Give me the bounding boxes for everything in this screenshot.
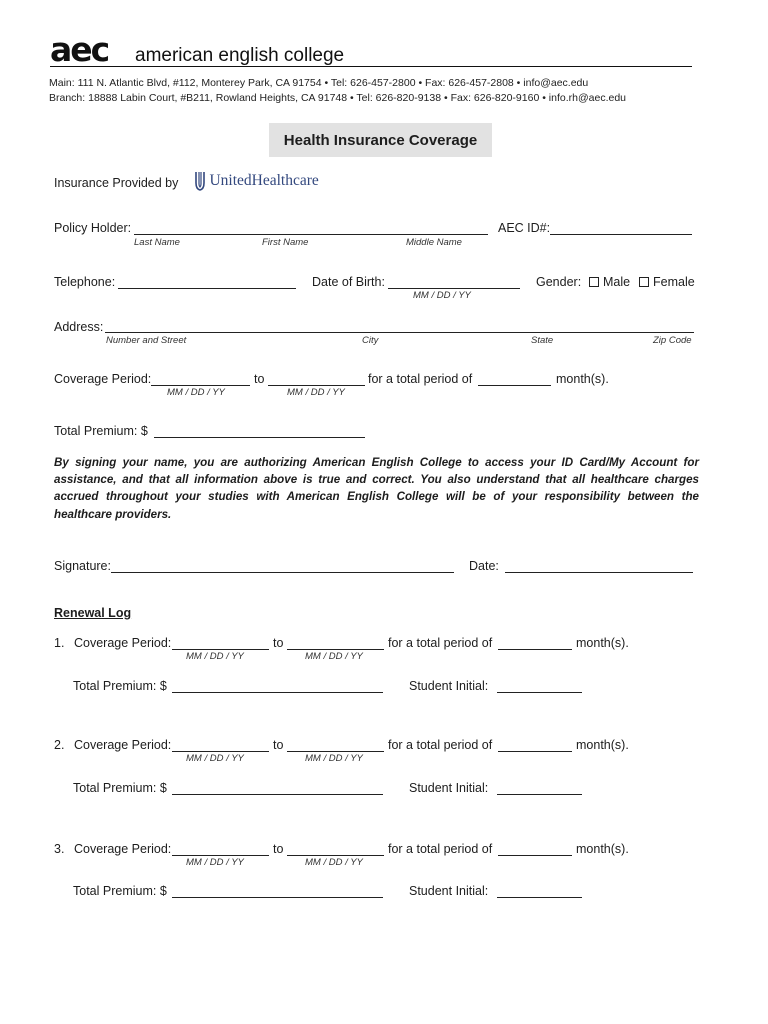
renewal-start-hint: MM / DD / YY	[186, 857, 244, 868]
student-initial-field[interactable]	[497, 692, 582, 693]
student-initial-field[interactable]	[497, 897, 582, 898]
renewal-start-hint: MM / DD / YY	[186, 753, 244, 764]
total-premium-label: Total Premium: $	[54, 424, 148, 438]
renewal-start-field[interactable]	[172, 649, 269, 650]
renewal-coverage-label: Coverage Period:	[74, 842, 172, 856]
first-name-hint: First Name	[262, 237, 309, 248]
renewal-end-hint: MM / DD / YY	[305, 753, 363, 764]
renewal-to-label: to	[273, 636, 284, 650]
renewal-months-label: month(s).	[576, 636, 629, 650]
city-hint: City	[362, 335, 379, 346]
insurer-name: UnitedHealthcare	[209, 172, 319, 190]
coverage-end-field[interactable]	[268, 385, 365, 386]
renewal-coverage-label: Coverage Period:	[74, 636, 172, 650]
female-checkbox[interactable]	[639, 277, 649, 287]
gender-label: Gender:	[536, 275, 582, 289]
coverage-end-hint: MM / DD / YY	[287, 387, 345, 398]
renewal-start-field[interactable]	[172, 855, 269, 856]
male-label: Male	[603, 275, 631, 289]
renewal-total-period-field[interactable]	[498, 855, 572, 856]
signature-label: Signature:	[54, 559, 111, 573]
dob-hint: MM / DD / YY	[413, 290, 471, 301]
signature-field[interactable]	[111, 572, 454, 573]
middle-name-hint: Middle Name	[406, 237, 462, 248]
renewal-total-period-field[interactable]	[498, 751, 572, 752]
total-period-label: for a total period of	[368, 372, 473, 386]
student-initial-label: Student Initial:	[409, 679, 489, 693]
policy-holder-label: Policy Holder:	[54, 221, 132, 235]
header-rule	[50, 66, 692, 67]
total-premium-field[interactable]	[154, 437, 365, 438]
coverage-period-label: Coverage Period:	[54, 372, 152, 386]
address-field[interactable]	[105, 332, 694, 333]
unitedhealthcare-logo	[195, 171, 319, 191]
renewal-total-period-label: for a total period of	[388, 842, 493, 856]
renewal-end-field[interactable]	[287, 855, 384, 856]
student-initial-field[interactable]	[497, 794, 582, 795]
date-label: Date:	[469, 559, 499, 573]
coverage-to-label: to	[254, 372, 265, 386]
renewal-total-period-label: for a total period of	[388, 738, 493, 752]
renewal-end-field[interactable]	[287, 751, 384, 752]
main-address: Main: 111 N. Atlantic Blvd, #112, Monterey Park, CA 91754 • Tel: 626-457-2800 • Fax: 626-457-2808 • info@aec.edu	[49, 77, 589, 89]
zip-hint: Zip Code	[653, 335, 692, 346]
renewal-months-label: month(s).	[576, 842, 629, 856]
policy-holder-field[interactable]	[134, 234, 488, 235]
college-name: american english college	[135, 45, 345, 66]
dob-field[interactable]	[388, 288, 520, 289]
authorization-disclaimer: By signing your name, you are authorizing American English College to access your ID Card/My Account for assistance, and that all information above is true and correct. You also understand that all healthcare charges accrued throughout your studies with American English College will be of your responsibility between the healthcare providers.	[54, 456, 699, 521]
renewal-end-hint: MM / DD / YY	[305, 857, 363, 868]
renewal-premium-label: Total Premium: $	[73, 884, 167, 898]
renewal-end-hint: MM / DD / YY	[305, 651, 363, 662]
branch-address: Branch: 18888 Labin Court, #B211, Rowland Heights, CA 91748 • Tel: 626-820-9138 • Fax: 626-820-9160 • info.rh@aec.edu	[49, 92, 627, 104]
renewal-number: 1.	[54, 636, 65, 650]
student-initial-label: Student Initial:	[409, 884, 489, 898]
renewal-premium-label: Total Premium: $	[73, 781, 167, 795]
uhc-shield-icon	[195, 171, 205, 191]
renewal-to-label: to	[273, 842, 284, 856]
male-checkbox[interactable]	[589, 277, 599, 287]
renewal-months-label: month(s).	[576, 738, 629, 752]
total-period-field[interactable]	[478, 385, 551, 386]
renewal-start-field[interactable]	[172, 751, 269, 752]
renewal-premium-label: Total Premium: $	[73, 679, 167, 693]
telephone-label: Telephone:	[54, 275, 116, 289]
months-label: month(s).	[556, 372, 609, 386]
student-initial-label: Student Initial:	[409, 781, 489, 795]
address-label: Address:	[54, 320, 104, 334]
renewal-number: 3.	[54, 842, 65, 856]
coverage-start-hint: MM / DD / YY	[167, 387, 225, 398]
renewal-number: 2.	[54, 738, 65, 752]
renewal-premium-field[interactable]	[172, 692, 383, 693]
aec-id-field[interactable]	[550, 234, 692, 235]
renewal-to-label: to	[273, 738, 284, 752]
renewal-log-heading: Renewal Log	[54, 606, 132, 620]
renewal-premium-field[interactable]	[172, 794, 383, 795]
male-option[interactable]	[589, 275, 630, 289]
renewal-coverage-label: Coverage Period:	[74, 738, 172, 752]
female-label: Female	[653, 275, 695, 289]
renewal-total-period-label: for a total period of	[388, 636, 493, 650]
state-hint: State	[531, 335, 554, 346]
aec-id-label: AEC ID#:	[498, 221, 551, 235]
renewal-start-hint: MM / DD / YY	[186, 651, 244, 662]
insurance-label: Insurance Provided by	[54, 176, 179, 190]
last-name-hint: Last Name	[134, 237, 180, 248]
coverage-start-field[interactable]	[151, 385, 250, 386]
renewal-end-field[interactable]	[287, 649, 384, 650]
female-option[interactable]	[639, 275, 695, 289]
form-title: Health Insurance Coverage	[269, 123, 492, 157]
aec-logo: aec	[50, 30, 109, 69]
renewal-premium-field[interactable]	[172, 897, 383, 898]
date-field[interactable]	[505, 572, 693, 573]
telephone-field[interactable]	[118, 288, 296, 289]
dob-label: Date of Birth:	[312, 275, 385, 289]
street-hint: Number and Street	[106, 335, 187, 346]
renewal-total-period-field[interactable]	[498, 649, 572, 650]
